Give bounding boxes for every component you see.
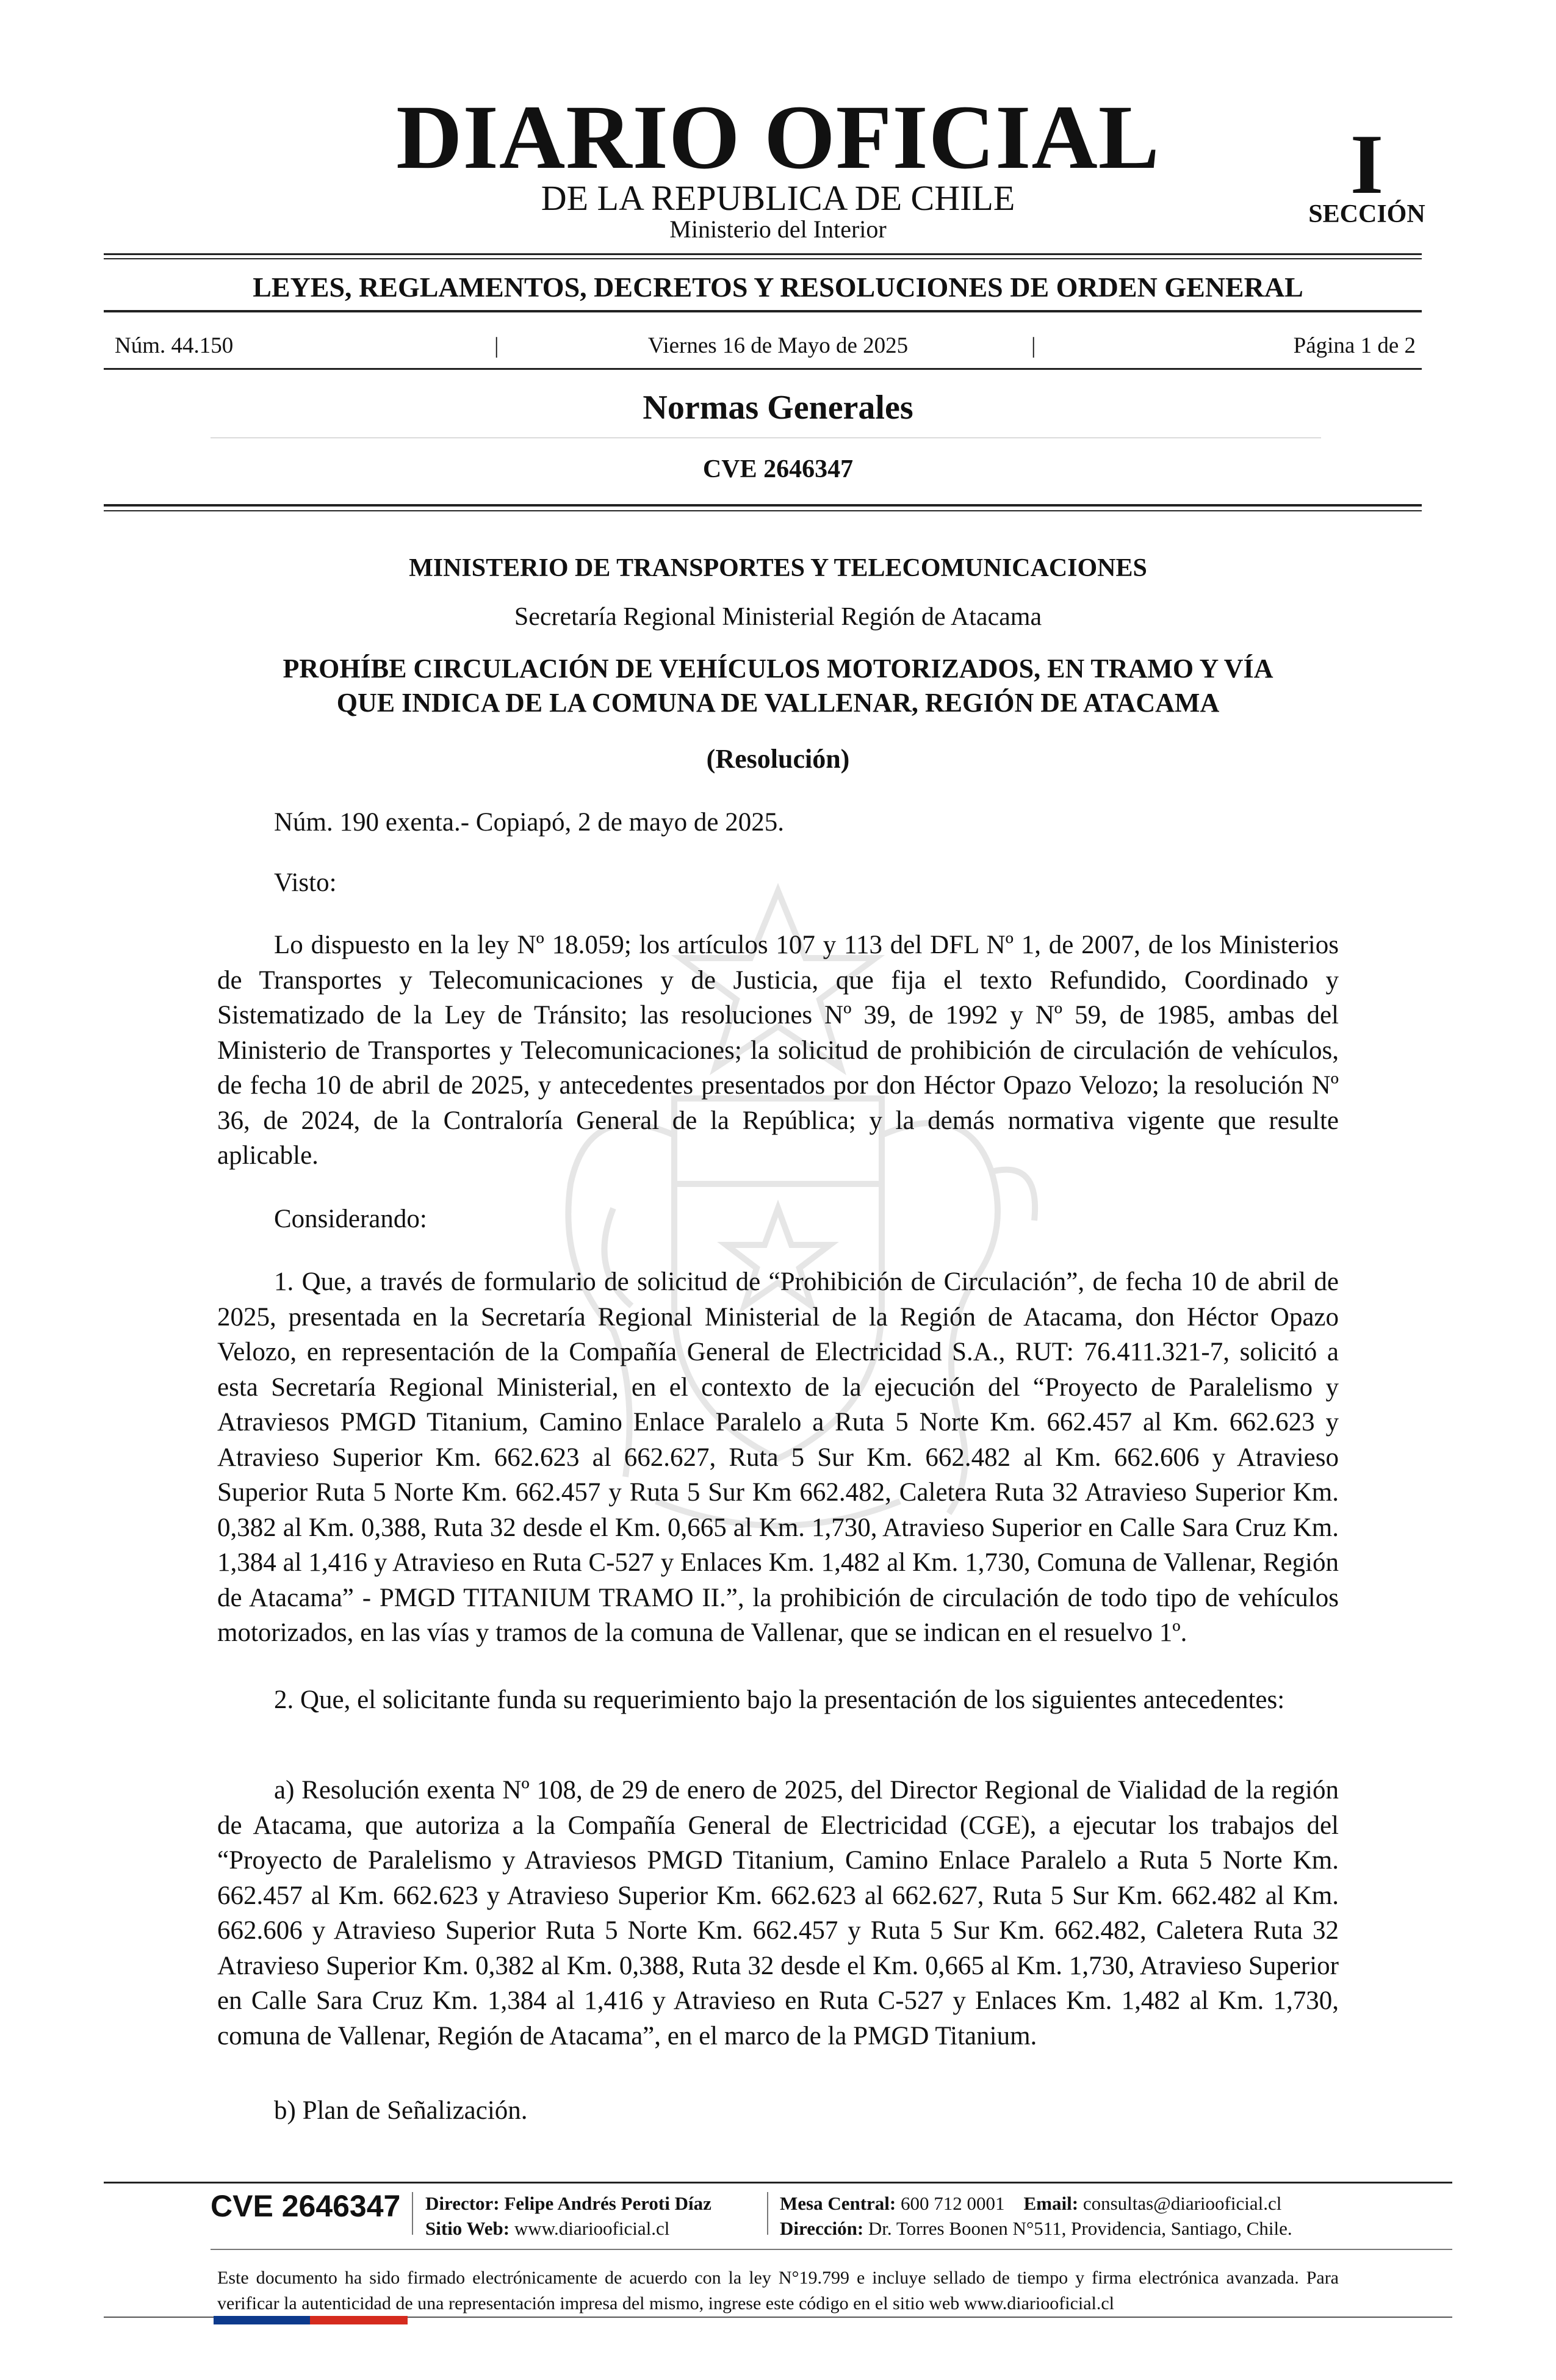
masthead-subtitle: DE LA REPUBLICA DE CHILE	[541, 178, 1015, 218]
antecedente-b: b) Plan de Señalización.	[274, 2096, 528, 2125]
footer-divider	[767, 2192, 768, 2235]
phone-value: 600 712 0001	[901, 2193, 1005, 2214]
flag-stripe-blue	[214, 2316, 310, 2324]
section-number: I	[1350, 117, 1384, 212]
electronic-signature-disclaimer: Este documento ha sido firmado electrónicamente de acuerdo con la ley N°19.799 e incluye sellado de tiempo y firma electrónica avanzada. Para verificar la autenticidad de una representación impresa del mismo, ingrese este código en el sitio web www.diariooficial.cl	[217, 2268, 1339, 2313]
footer-rule-mid	[211, 2249, 1452, 2250]
section-title: Normas Generales	[643, 389, 913, 427]
masthead-rule-top	[104, 253, 1422, 255]
site-label: Sitio Web:	[425, 2218, 510, 2239]
address-label: Dirección:	[780, 2218, 864, 2239]
masthead-ministry: Ministerio del Interior	[669, 215, 887, 243]
cve-rule-thick	[104, 504, 1422, 507]
resolution-title-line: PROHÍBE CIRCULACIÓN DE VEHÍCULOS MOTORIZADOS, EN TRAMO Y VÍA	[283, 654, 1273, 683]
issuing-ministry: MINISTERIO DE TRANSPORTES Y TELECOMUNICACIONES	[409, 554, 1147, 582]
resolution-kind: (Resolución)	[706, 744, 850, 774]
email-label: Email:	[1023, 2193, 1079, 2214]
flag-stripe-red	[310, 2316, 408, 2324]
footer-divider	[412, 2192, 413, 2235]
masthead-rule-bottom	[104, 310, 1422, 312]
cve-rule-thin	[104, 510, 1422, 511]
considerando-point-1: 1. Que, a través de formulario de solicitud de “Prohibición de Circulación”, de fecha 10 de abril de 2025, presentada en la Secretaría Regional Ministerial de la Región de Atacama, don Héctor Opazo Velozo, en representación de la Compañía General de Electricidad S.A., RUT: 76.411.321-7, solicitó a esta Secretaría Regional Ministerial, en el contexto de la ejecución del “Proyecto de Paralelismo y Atraviesos PMGD Titanium, Camino Enlace Paralelo a Ruta 5 Norte Km. 662.457 al Km. 662.623 y Atravieso Superior Km. 662.623 al 662.627, Ruta 5 Sur Km. 662.482 al Km. 662.606 y Atravieso Superior Ruta 5 Norte Km. 662.457 y Ruta 5 Sur Km 662.482, Caletera Ruta 32 Atravieso Superior Km. 0,382 al Km. 0,388, Ruta 32 desde el Km. 0,665 al Km. 1,730, Atravieso Superior en Calle Sara Cruz Km. 1,384 al 1,416 y Atravieso en Ruta C-527 y Enlaces Km. 1,482 al Km. 1,730, Comuna de Vallenar, Región de Atacama” - PMGD TITANIUM TRAMO II.”, la prohibición de circulación de todo tipo de vehículos motorizados, en las vías y tramos de la comuna de Vallenar, que se indican en el resuelvo 1º.	[217, 1268, 1339, 1647]
visto-paragraph: Lo dispuesto en la ley Nº 18.059; los artículos 107 y 113 del DFL Nº 1, de 2007, de los Ministerios de Transportes y Telecomunicaciones y de Justicia, que fija el texto Refundido, Coordinado y Sistematizado de la Ley de Tránsito; las resoluciones Nº 39, de 1992 y Nº 59, de 1985, ambas del Ministerio de Transportes y Telecomunicaciones; la solicitud de prohibición de circulación de vehículos, de fecha 10 de abril de 2025, y antecedentes presentados por don Héctor Opazo Velozo; la resolución Nº 36, de 2024, de la Contraloría General de la República; y la demás normativa vigente que resulte aplicable.	[217, 931, 1339, 1170]
meta-rule	[104, 368, 1422, 370]
document-kind: LEYES, REGLAMENTOS, DECRETOS Y RESOLUCIONES DE ORDEN GENERAL	[253, 272, 1303, 303]
footer-contact-block	[780, 2191, 1292, 2241]
page-indicator: Página 1 de 2	[1293, 333, 1416, 358]
visto-heading: Visto:	[274, 868, 337, 897]
site-url[interactable]: www.diariooficial.cl	[514, 2218, 670, 2239]
email-value[interactable]: consultas@diariooficial.cl	[1082, 2193, 1282, 2214]
antecedente-a: a) Resolución exenta Nº 108, de 29 de enero de 2025, del Director Regional de Vialidad de la región de Atacama, que autoriza a la Compañía General de Electricidad (CGE), a ejecutar los trabajos del “Proyecto de Paralelismo y Atraviesos PMGD Titanium, Camino Enlace Paralelo a Ruta 5 Norte Km. 662.457 al Km. 662.623 y Atravieso Superior Km. 662.623 al 662.627, Ruta 5 Sur Km. 662.482 al Km. 662.606 y Atravieso Superior Ruta 5 Norte Km. 662.457 y Ruta 5 Sur Km. 662.482, Caletera Ruta 32 Atravieso Superior Km. 0,382 al Km. 0,388, Ruta 32 desde el Km. 0,665 al Km. 1,730, Atravieso Superior en Calle Sara Cruz Km. 1,384 al 1,416 y Atravieso en Ruta C-527 y Enlaces Km. 1,482 al Km. 1,730, comuna de Vallenar, Región de Atacama”, en el marco de la PMGD Titanium.	[217, 1776, 1339, 2050]
masthead-rule-top-thin	[104, 258, 1422, 259]
meta-separator: |	[1031, 333, 1036, 358]
director-name: Felipe Andrés Peroti Díaz	[504, 2193, 711, 2214]
considerando-heading: Considerando:	[274, 1205, 427, 1233]
section-label: SECCIÓN	[1308, 200, 1425, 228]
director-label: Director:	[425, 2193, 500, 2214]
considerando-point-2: 2. Que, el solicitante funda su requerimiento bajo la presentación de los siguientes antecedentes:	[274, 1686, 1285, 1714]
cve-code: CVE 2646347	[702, 455, 854, 483]
resolution-title	[183, 652, 1373, 720]
issue-number: Núm. 44.150	[115, 333, 234, 358]
issuing-secretaria: Secretaría Regional Ministerial Región de Atacama	[514, 603, 1042, 631]
phone-label: Mesa Central:	[780, 2193, 896, 2214]
address-value: Dr. Torres Boonen N°511, Providencia, Santiago, Chile.	[868, 2218, 1292, 2239]
meta-separator: |	[494, 333, 499, 358]
footer-director-block	[425, 2191, 711, 2241]
resolution-number-date: Núm. 190 exenta.- Copiapó, 2 de mayo de 2025.	[274, 808, 784, 837]
footer-cve-code: CVE 2646347	[211, 2189, 401, 2223]
masthead-title: DIARIO OFICIAL	[396, 87, 1160, 188]
issue-date: Viernes 16 de Mayo de 2025	[647, 333, 909, 358]
resolution-title-line: QUE INDICA DE LA COMUNA DE VALLENAR, REGIÓN DE ATACAMA	[336, 688, 1220, 718]
footer-rule-top	[104, 2182, 1452, 2183]
